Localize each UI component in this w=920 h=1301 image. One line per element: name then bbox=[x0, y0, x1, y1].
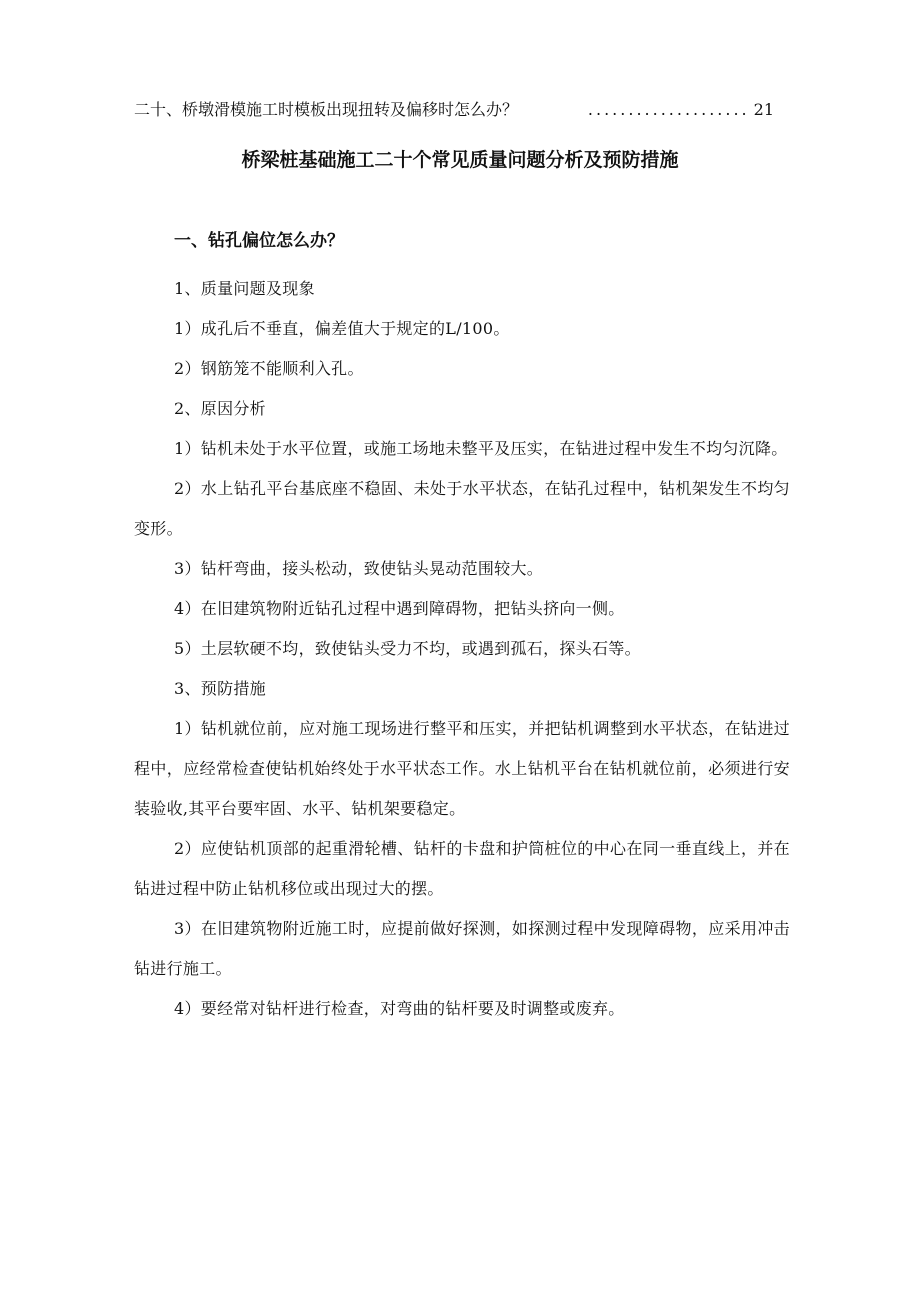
paragraph: 2）钢筋笼不能顺利入孔。 bbox=[174, 359, 364, 378]
paragraph: 1）钻机就位前，应对施工现场进行整平和压实，并把钻机调整到水平状态，在钻进过程中，应经常检查使钻机始终处于水平状态工作。水上钻机平台在钻机就位前，必须进行安装验收,其平台要牢固、水平、钻机架要稳定。 bbox=[134, 719, 790, 818]
paragraph: 4）在旧建筑物附近钻孔过程中遇到障碍物，把钻头挤向一侧。 bbox=[174, 599, 625, 618]
toc-entry[interactable] bbox=[134, 97, 774, 123]
subheading-cause-analysis: 2、原因分析 bbox=[174, 399, 266, 418]
section-heading: 一、钻孔偏位怎么办？ bbox=[174, 231, 344, 251]
paragraph: 3）钻杆弯曲，接头松动，致使钻头晃动范围较大。 bbox=[174, 559, 544, 578]
paragraph: 3）在旧建筑物附近施工时，应提前做好探测，如探测过程中发现障碍物，应采用冲击钻进行施工。 bbox=[134, 919, 790, 978]
paragraph: 2）水上钻孔平台基底座不稳固、未处于水平状态，在钻孔过程中，钻机架发生不均匀变形。 bbox=[134, 479, 790, 538]
paragraph: 2）应使钻机顶部的起重滑轮槽、钻杆的卡盘和护筒桩位的中心在同一垂直线上，并在钻进过程中防止钻机移位或出现过大的摆。 bbox=[134, 839, 790, 898]
subheading-prevention: 3、预防措施 bbox=[174, 679, 266, 698]
paragraph: 5）土层软硬不均，致使钻头受力不均，或遇到孤石，探头石等。 bbox=[174, 639, 641, 658]
toc-dot-leader: .................... bbox=[587, 100, 750, 119]
toc-entry-title: 二十、桥墩滑模施工时模板出现扭转及偏移时怎么办？ bbox=[134, 100, 519, 119]
paragraph: 1）钻机未处于水平位置，或施工场地未整平及压实，在钻进过程中发生不均匀沉降。 bbox=[174, 439, 788, 458]
toc-page-number: 21 bbox=[753, 100, 774, 119]
document-body bbox=[134, 226, 790, 1029]
paragraph: 4）要经常对钻杆进行检查，对弯曲的钻杆要及时调整或废弃。 bbox=[174, 999, 625, 1018]
paragraph: 1）成孔后不垂直，偏差值大于规定的L/100。 bbox=[174, 319, 510, 338]
subheading-quality-problem: 1、质量问题及现象 bbox=[174, 279, 315, 298]
document-title: 桥梁桩基础施工二十个常见质量问题分析及预防措施 bbox=[241, 149, 679, 171]
